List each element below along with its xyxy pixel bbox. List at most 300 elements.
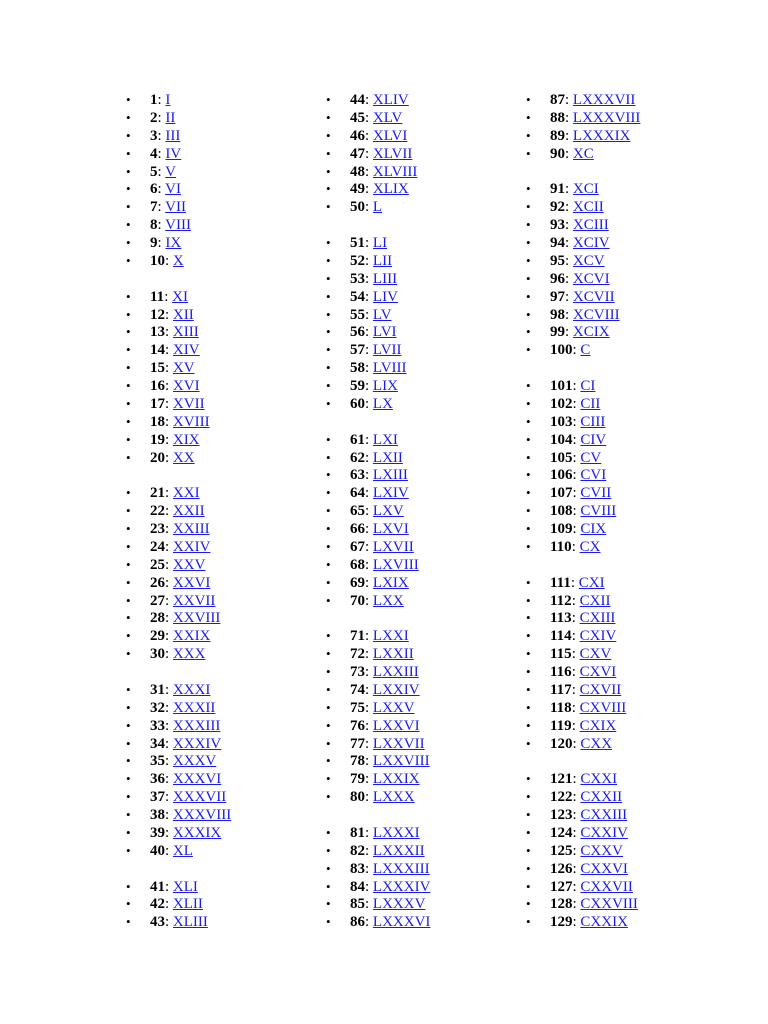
bullet-icon: •	[326, 914, 331, 930]
roman-numeral-link[interactable]: LII	[372, 252, 393, 269]
roman-numeral-link[interactable]: LXXIII	[372, 664, 419, 680]
list-item	[326, 556, 536, 574]
list-item	[126, 163, 336, 181]
roman-numeral-link[interactable]: XXIII	[172, 521, 210, 537]
roman-numeral-link[interactable]: XLIII	[172, 914, 208, 931]
roman-numeral-link[interactable]: CVIII	[580, 503, 617, 520]
arabic-number: 94	[550, 235, 565, 251]
bullet-icon: •	[526, 431, 531, 447]
roman-numeral-link[interactable]: XXX	[172, 646, 206, 663]
arabic-number: 6	[150, 181, 158, 198]
list-group-gap	[126, 860, 336, 878]
roman-numeral-link[interactable]: LXXXVIII	[572, 109, 641, 126]
separator: :	[565, 217, 573, 234]
roman-numeral-link[interactable]: CIX	[580, 521, 607, 537]
roman-numeral-link[interactable]: CXIV	[579, 628, 617, 645]
separator: :	[365, 842, 373, 859]
roman-numeral-link[interactable]: XLV	[372, 109, 403, 126]
arabic-number: 79	[350, 771, 365, 788]
list-item	[326, 466, 536, 484]
roman-numeral-link[interactable]: LXXX	[372, 789, 415, 806]
roman-numeral-link[interactable]: XLI	[172, 878, 198, 895]
roman-numeral-link[interactable]: CII	[580, 395, 601, 412]
roman-numeral-link[interactable]: CI	[580, 378, 596, 394]
roman-numeral-link[interactable]: XLIV	[372, 92, 409, 108]
bullet-icon: •	[526, 646, 531, 662]
list-item	[126, 520, 336, 538]
roman-numeral-link[interactable]: C	[580, 342, 591, 359]
separator: :	[365, 199, 373, 216]
bullet-icon: •	[126, 556, 131, 572]
roman-numeral-link[interactable]: XI	[172, 288, 188, 305]
roman-numeral-link[interactable]: XIX	[172, 431, 200, 448]
roman-numeral-link[interactable]: II	[165, 109, 176, 126]
roman-numeral-link[interactable]: XLVII	[372, 145, 413, 162]
bullet-icon: •	[326, 145, 331, 161]
roman-numeral-link[interactable]: CXXVI	[580, 860, 628, 877]
arabic-number: 51	[350, 235, 365, 251]
roman-numeral-link[interactable]: XIII	[172, 324, 199, 341]
arabic-number: 77	[350, 735, 365, 752]
roman-numeral-link[interactable]: XX	[172, 449, 195, 466]
bullet-icon: •	[126, 145, 131, 161]
separator: :	[365, 521, 373, 537]
roman-numeral-link[interactable]: XXIX	[172, 628, 211, 645]
list-item	[526, 484, 736, 502]
list-item	[526, 824, 736, 842]
roman-numeral-link[interactable]: LX	[372, 395, 393, 412]
list-item	[126, 538, 336, 556]
bullet-icon: •	[526, 467, 531, 483]
bullet-icon: •	[126, 842, 131, 858]
roman-numeral-link[interactable]: CXIX	[579, 717, 617, 734]
arabic-number: 82	[350, 842, 365, 859]
separator: :	[157, 109, 166, 126]
roman-numeral-link[interactable]: L	[372, 199, 383, 216]
list-item	[326, 288, 536, 306]
bullet-icon: •	[526, 878, 531, 894]
roman-numeral-link[interactable]: XXIV	[172, 538, 211, 555]
roman-numeral-link[interactable]: CXXIX	[580, 914, 628, 931]
roman-numeral-link[interactable]: CXXV	[580, 842, 623, 859]
bullet-icon: •	[526, 574, 531, 590]
list-item	[526, 699, 736, 717]
list-item	[126, 288, 336, 306]
arabic-number: 56	[350, 324, 365, 341]
roman-numeral-link[interactable]: CXI	[578, 574, 605, 591]
roman-numeral-link[interactable]: LXXXVII	[572, 92, 636, 108]
roman-numeral-link[interactable]: XXXIII	[172, 717, 221, 734]
bullet-icon: •	[526, 771, 531, 787]
arabic-number: 61	[350, 431, 365, 448]
bullet-icon: •	[126, 771, 131, 787]
bullet-icon: •	[326, 789, 331, 805]
roman-numeral-link[interactable]: CXXIII	[580, 807, 628, 823]
roman-numeral-link[interactable]: VI	[165, 181, 181, 198]
bullet-icon: •	[526, 664, 531, 679]
bullet-icon: •	[326, 646, 331, 662]
separator: :	[165, 824, 173, 841]
separator: :	[365, 860, 373, 877]
roman-numeral-link[interactable]: XVI	[172, 378, 200, 394]
list-item	[126, 842, 336, 860]
roman-numeral-link[interactable]: LXXXV	[372, 896, 426, 913]
bullet-icon: •	[126, 181, 131, 197]
bullet-icon: •	[326, 306, 331, 322]
roman-numeral-link[interactable]: CXVIII	[579, 699, 627, 716]
bullet-icon: •	[526, 235, 531, 250]
roman-numeral-link[interactable]: XCVII	[572, 288, 615, 305]
roman-numeral-link[interactable]: LVIII	[372, 360, 407, 377]
roman-numeral-link[interactable]: XLVIII	[372, 163, 418, 180]
list-item	[126, 323, 336, 341]
roman-numeral-link[interactable]: LXXIV	[372, 681, 420, 698]
list-item	[126, 913, 336, 931]
roman-numeral-link[interactable]: XLIX	[372, 181, 409, 198]
roman-numeral-link[interactable]: XXXVI	[172, 771, 222, 788]
roman-numeral-link[interactable]: LXXVII	[372, 735, 425, 752]
separator: :	[365, 163, 373, 180]
roman-numeral-link[interactable]: CXXIV	[580, 824, 628, 841]
roman-numeral-link[interactable]: XL	[172, 842, 193, 859]
roman-numeral-link[interactable]: CXXVII	[580, 878, 633, 895]
arabic-number: 101	[550, 378, 573, 394]
roman-numeral-link[interactable]: LIII	[372, 270, 398, 287]
arabic-number: 5	[150, 163, 158, 180]
separator: :	[565, 252, 573, 269]
roman-numeral-link[interactable]: LXIX	[372, 574, 409, 591]
bullet-icon: •	[326, 467, 331, 483]
list-item	[326, 842, 536, 860]
arabic-number: 113	[550, 610, 572, 627]
separator: :	[165, 753, 173, 770]
arabic-number: 64	[350, 485, 365, 502]
separator: :	[165, 360, 173, 377]
bullet-icon: •	[126, 717, 131, 733]
arabic-number: 3	[150, 127, 158, 144]
roman-numeral-link[interactable]: LXII	[372, 449, 403, 466]
roman-numeral-link[interactable]: XVII	[172, 395, 205, 412]
separator: :	[157, 92, 166, 108]
roman-numeral-link[interactable]: LXIII	[372, 467, 408, 484]
arabic-number: 65	[350, 503, 365, 520]
bullet-icon: •	[526, 807, 531, 822]
bullet-icon: •	[526, 503, 531, 519]
bullet-icon: •	[126, 610, 131, 626]
roman-numeral-link[interactable]: XXXII	[172, 699, 216, 716]
roman-numeral-link[interactable]: XXV	[172, 556, 206, 573]
list-item	[126, 449, 336, 467]
roman-numeral-link[interactable]: XXXI	[172, 681, 211, 698]
roman-numeral-link[interactable]: XLVI	[372, 127, 408, 144]
separator: :	[157, 181, 166, 198]
bullet-icon: •	[526, 413, 531, 429]
roman-numeral-link[interactable]: XXVII	[172, 592, 216, 609]
list-item	[126, 109, 336, 127]
list-item	[126, 216, 336, 234]
roman-numeral-link[interactable]: XXXIV	[172, 735, 222, 752]
bullet-icon: •	[326, 127, 331, 143]
separator: :	[165, 646, 173, 663]
bullet-icon: •	[526, 824, 531, 840]
bullet-icon: •	[126, 807, 131, 822]
separator: :	[365, 449, 373, 466]
separator: :	[165, 252, 173, 269]
list-item	[526, 913, 736, 931]
list-item	[526, 306, 736, 324]
arabic-number: 23	[150, 521, 165, 537]
roman-numeral-link[interactable]: V	[165, 163, 176, 180]
roman-numeral-link[interactable]: LXXXIII	[372, 860, 430, 877]
separator: :	[165, 413, 173, 430]
list-item	[126, 752, 336, 770]
separator: :	[571, 610, 580, 627]
separator: :	[365, 503, 373, 520]
roman-numeral-link[interactable]: LXXV	[372, 699, 415, 716]
bullet-icon: •	[526, 324, 531, 340]
roman-numeral-link[interactable]: XXI	[172, 485, 200, 502]
list-item	[526, 895, 736, 913]
roman-numeral-link[interactable]: I	[165, 92, 171, 108]
arabic-number: 102	[550, 395, 573, 412]
arabic-number: 4	[150, 145, 158, 162]
list-item	[126, 145, 336, 163]
roman-numeral-link[interactable]: LXVII	[372, 538, 414, 555]
roman-numeral-link[interactable]: XVIII	[172, 413, 210, 430]
arabic-number: 59	[350, 378, 365, 394]
roman-numeral-link[interactable]: XXVIII	[172, 610, 221, 627]
roman-numeral-link[interactable]: LXXI	[372, 628, 409, 645]
bullet-icon: •	[326, 109, 331, 125]
separator: :	[157, 199, 166, 216]
roman-numeral-link[interactable]: X	[172, 252, 184, 269]
roman-numeral-link[interactable]: XIV	[172, 342, 200, 359]
roman-numeral-link[interactable]: CV	[580, 449, 602, 466]
arabic-number: 15	[150, 360, 165, 377]
arabic-number: 108	[550, 503, 573, 520]
roman-numeral-link[interactable]: XV	[172, 360, 195, 377]
roman-numeral-link[interactable]: CXXVIII	[580, 896, 638, 913]
list-item	[326, 377, 536, 395]
roman-numeral-link[interactable]: LIV	[372, 288, 398, 305]
arabic-number: 22	[150, 503, 165, 520]
roman-numeral-link[interactable]: IX	[165, 235, 182, 251]
list-item	[526, 449, 736, 467]
roman-numeral-link[interactable]: CXVI	[579, 664, 617, 680]
roman-numeral-link[interactable]: LIX	[372, 378, 398, 394]
list-item	[526, 109, 736, 127]
bullet-icon: •	[126, 235, 131, 250]
separator: :	[572, 521, 581, 537]
roman-numeral-link[interactable]: CIV	[580, 431, 607, 448]
arabic-number: 11	[150, 288, 165, 305]
roman-numeral-link[interactable]: LXXXVI	[372, 914, 431, 931]
roman-numeral-link[interactable]: XLII	[172, 896, 203, 913]
roman-numeral-link[interactable]: CXXII	[580, 789, 623, 806]
roman-numeral-link[interactable]: XCII	[572, 199, 604, 216]
roman-numeral-link[interactable]: XCI	[572, 181, 599, 198]
roman-numeral-link[interactable]: CIII	[580, 413, 606, 430]
bullet-icon: •	[526, 610, 531, 626]
list-item	[126, 306, 336, 324]
arabic-number: 69	[350, 574, 365, 591]
roman-numeral-link[interactable]: CXV	[579, 646, 612, 663]
roman-numeral-link[interactable]: CXIII	[579, 610, 616, 627]
bullet-icon: •	[526, 181, 531, 197]
arabic-number: 37	[150, 789, 165, 806]
roman-numeral-link[interactable]: LXXXIX	[572, 127, 631, 144]
list-item	[526, 288, 736, 306]
arabic-number: 52	[350, 252, 365, 269]
roman-numeral-link[interactable]: XII	[172, 306, 194, 323]
roman-numeral-link[interactable]: LXXXIV	[372, 878, 431, 895]
arabic-number: 117	[550, 681, 572, 698]
roman-numeral-link[interactable]: III	[165, 127, 181, 144]
roman-numeral-link[interactable]: XCIV	[572, 235, 610, 251]
list-item	[326, 574, 536, 592]
roman-numeral-link[interactable]: XXXIX	[172, 824, 222, 841]
roman-numeral-link[interactable]: CXVII	[579, 681, 622, 698]
separator: :	[165, 789, 173, 806]
bullet-icon: •	[326, 342, 331, 358]
roman-numeral-link[interactable]: IV	[165, 145, 182, 162]
list-group-gap	[526, 359, 736, 377]
separator: :	[165, 538, 173, 555]
list-item	[326, 699, 536, 717]
roman-numeral-link[interactable]: XXVI	[172, 574, 211, 591]
roman-numeral-link[interactable]: LXV	[372, 503, 404, 520]
arabic-number: 114	[550, 628, 572, 645]
arabic-number: 38	[150, 807, 165, 823]
bullet-icon: •	[326, 181, 331, 197]
roman-numeral-link[interactable]: CXXI	[580, 771, 618, 788]
roman-numeral-link[interactable]: LVI	[372, 324, 397, 341]
bullet-icon: •	[326, 378, 331, 393]
arabic-number: 36	[150, 771, 165, 788]
bullet-icon: •	[126, 735, 131, 751]
list-item	[526, 878, 736, 896]
arabic-number: 20	[150, 449, 165, 466]
roman-numeral-link[interactable]: XXXVIII	[172, 807, 232, 823]
roman-numeral-link[interactable]: LXXIX	[372, 771, 420, 788]
separator: :	[365, 431, 373, 448]
roman-numeral-link[interactable]: CXII	[579, 592, 611, 609]
roman-numeral-link[interactable]: XXXVII	[172, 789, 227, 806]
roman-numeral-link[interactable]: LXVIII	[372, 556, 419, 573]
separator: :	[165, 681, 173, 698]
bullet-icon: •	[326, 753, 331, 769]
roman-numeral-link[interactable]: XCVI	[572, 270, 610, 287]
list-item	[326, 270, 536, 288]
bullet-icon: •	[326, 270, 331, 286]
list-item	[526, 413, 736, 431]
bullet-icon: •	[526, 199, 531, 215]
bullet-icon: •	[526, 378, 531, 393]
bullet-icon: •	[126, 324, 131, 340]
arabic-number: 28	[150, 610, 165, 627]
arabic-number: 45	[350, 109, 365, 126]
roman-numeral-link[interactable]: VIII	[165, 217, 191, 234]
separator: :	[572, 503, 581, 520]
list-item	[126, 699, 336, 717]
separator: :	[572, 413, 581, 430]
bullet-icon: •	[126, 485, 131, 501]
arabic-number: 125	[550, 842, 573, 859]
roman-numeral-link[interactable]: LXIV	[372, 485, 409, 502]
separator: :	[365, 646, 373, 663]
roman-numeral-link[interactable]: LXXII	[372, 646, 414, 663]
bullet-icon: •	[526, 252, 531, 268]
roman-numeral-link[interactable]: LXX	[372, 592, 404, 609]
list-item	[126, 717, 336, 735]
roman-numeral-link[interactable]: LXI	[372, 431, 398, 448]
roman-numeral-link[interactable]: CX	[579, 538, 601, 555]
separator: :	[165, 717, 173, 734]
roman-numeral-link[interactable]: LXVI	[372, 521, 409, 537]
roman-numeral-link[interactable]: XCVIII	[572, 306, 620, 323]
separator: :	[365, 914, 373, 931]
roman-numeral-link[interactable]: LXXVI	[372, 717, 420, 734]
arabic-number: 105	[550, 449, 573, 466]
roman-numeral-link[interactable]: LI	[372, 235, 388, 251]
roman-numeral-link[interactable]: LXXVIII	[372, 753, 430, 770]
list-item	[326, 359, 536, 377]
arabic-number: 88	[550, 109, 565, 126]
bullet-icon: •	[526, 699, 531, 715]
separator: :	[572, 824, 581, 841]
separator: :	[165, 610, 173, 627]
list-item	[526, 770, 736, 788]
separator: :	[572, 431, 581, 448]
roman-numeral-link[interactable]: XC	[572, 145, 594, 162]
roman-numeral-link[interactable]: VII	[165, 199, 186, 216]
bullet-icon: •	[126, 789, 131, 805]
list-item	[526, 216, 736, 234]
list-item	[526, 502, 736, 520]
roman-numeral-link[interactable]: XXXV	[172, 753, 217, 770]
bullet-icon: •	[326, 717, 331, 733]
separator: :	[365, 252, 373, 269]
arabic-number: 93	[550, 217, 565, 234]
roman-numeral-link[interactable]: CVII	[580, 485, 612, 502]
arabic-number: 50	[350, 199, 365, 216]
arabic-number: 53	[350, 270, 365, 287]
roman-numeral-link[interactable]: XCV	[572, 252, 605, 269]
list-group-gap	[526, 163, 736, 181]
roman-numeral-link[interactable]: LVII	[372, 342, 402, 359]
arabic-number: 97	[550, 288, 565, 305]
roman-numeral-link[interactable]: LXXXI	[372, 824, 420, 841]
separator: :	[572, 449, 581, 466]
roman-numeral-link[interactable]: XXII	[172, 503, 205, 520]
roman-numeral-link[interactable]: LXXXII	[372, 842, 425, 859]
roman-numeral-link[interactable]: XCIX	[572, 324, 610, 341]
list-item	[526, 538, 736, 556]
roman-numeral-link[interactable]: XCIII	[572, 217, 609, 234]
bullet-icon: •	[326, 431, 331, 447]
list-item	[326, 520, 536, 538]
roman-numeral-link[interactable]: LV	[372, 306, 392, 323]
separator: :	[365, 235, 373, 251]
roman-numeral-link[interactable]: CVI	[580, 467, 607, 484]
list-item	[526, 592, 736, 610]
list-item	[526, 663, 736, 681]
list-item	[526, 842, 736, 860]
arabic-number: 95	[550, 252, 565, 269]
bullet-icon: •	[326, 681, 331, 697]
arabic-number: 34	[150, 735, 165, 752]
roman-numeral-link[interactable]: CXX	[580, 735, 613, 752]
